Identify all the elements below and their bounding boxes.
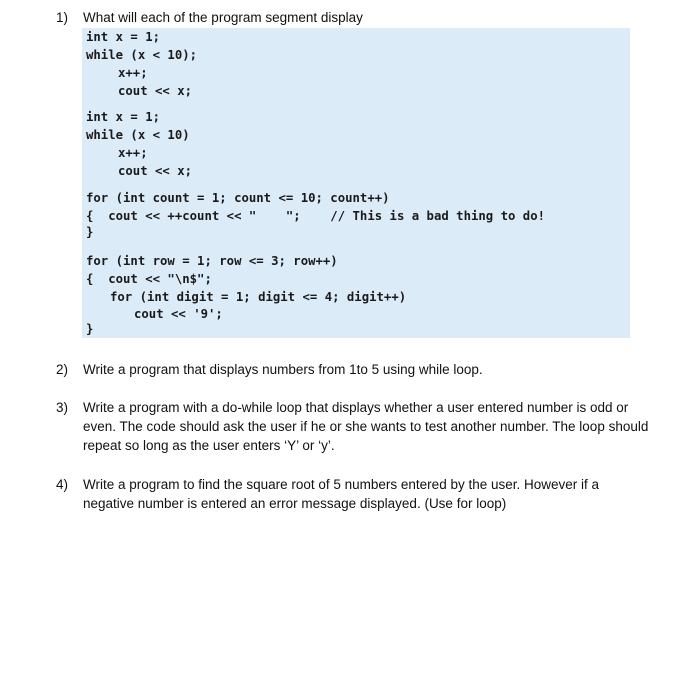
code-line: { cout << "\n$"; [86, 272, 212, 286]
question-1 [56, 8, 656, 28]
question-text: What will each of the program segment display [83, 10, 363, 25]
question-number: 3) [56, 400, 69, 415]
code-line: x++; [118, 146, 148, 160]
code-line: for (int digit = 1; digit <= 4; digit++) [110, 290, 407, 304]
code-line: int x = 1; [86, 110, 161, 124]
code-line: for (int count = 1; count <= 10; count++) [86, 191, 390, 205]
code-line: cout << x; [118, 164, 193, 178]
code-line: } [86, 225, 94, 239]
question-3 [56, 398, 656, 458]
code-line: int x = 1; [86, 30, 161, 44]
code-line: while (x < 10) [86, 128, 190, 142]
question-text: Write a program with a do-while loop that displays whether a user entered number is odd or even. The code should ask the user if he or she wants to test another number. The loop should repeat so long as the user enters ‘Y’ or ‘y’. [83, 400, 649, 453]
question-text: Write a program to find the square root of 5 numbers entered by the user. However if a negative number is entered an error message displayed. (Use for loop) [83, 477, 600, 511]
code-line: for (int row = 1; row <= 3; row++) [86, 254, 338, 268]
code-line: x++; [118, 66, 148, 80]
code-line: cout << x; [118, 84, 193, 98]
question-text: Write a program that displays numbers from 1to 5 using while loop. [83, 362, 483, 377]
question-4 [56, 475, 656, 515]
code-line: cout << '9'; [134, 307, 223, 321]
code-block [82, 28, 630, 338]
question-number: 2) [56, 362, 69, 377]
question-number: 4) [56, 477, 69, 492]
question-number: 1) [56, 10, 69, 25]
question-2 [56, 360, 656, 380]
code-line: while (x < 10); [86, 48, 198, 62]
code-line: { cout << ++count << " "; // This is a bad thing to do! [86, 209, 546, 223]
code-line: } [86, 322, 94, 336]
